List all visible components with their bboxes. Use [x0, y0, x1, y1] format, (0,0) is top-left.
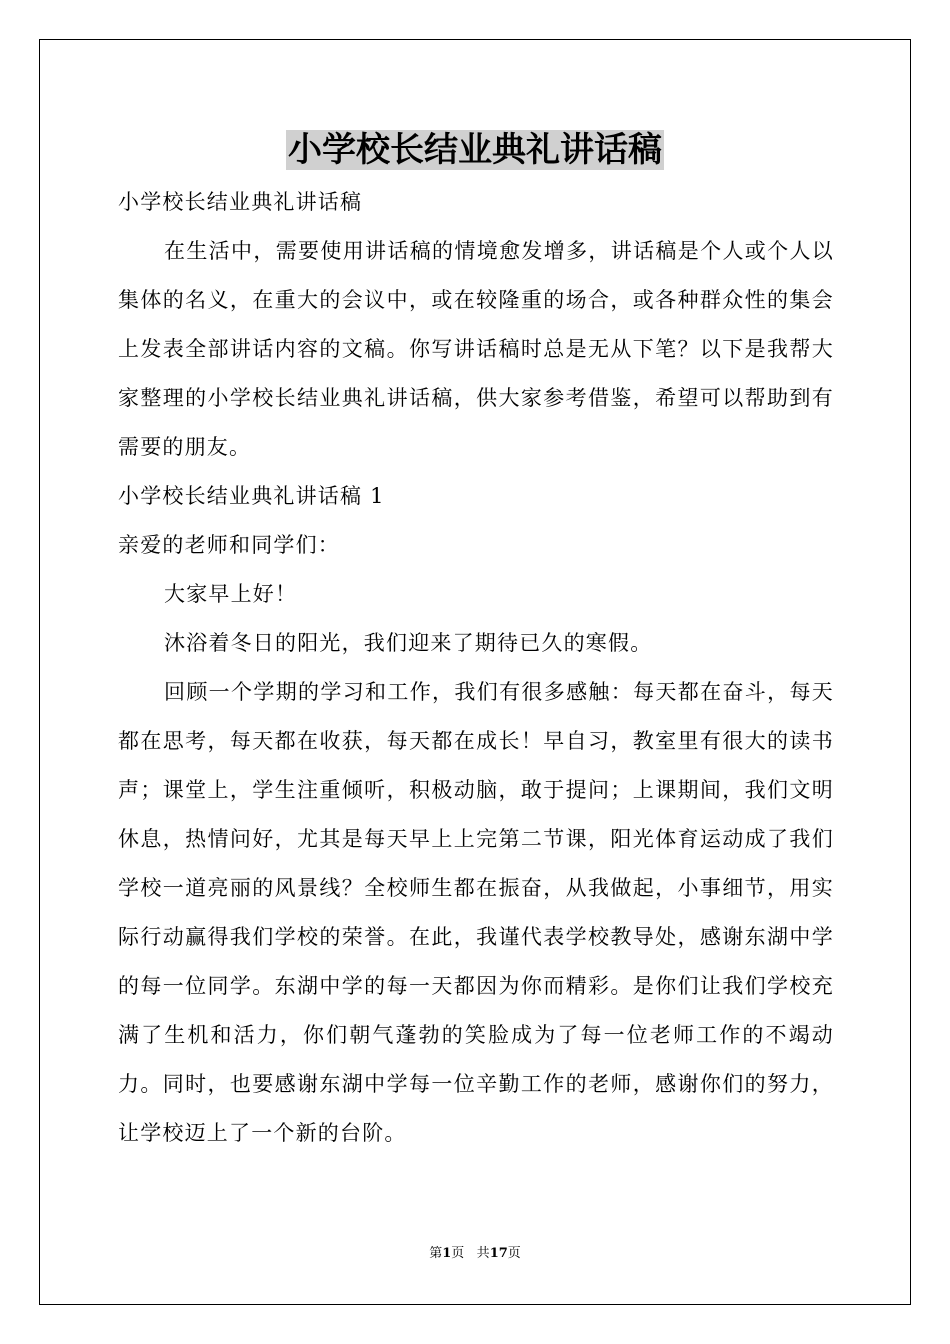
section-heading: 小学校长结业典礼讲话稿 1	[118, 484, 385, 508]
page-suffix: 页	[451, 1246, 465, 1261]
document-body	[118, 178, 834, 1158]
body-paragraph: 回顾一个学期的学习和工作，我们有很多感触：每天都在奋斗，每天都在思考，每天都在收获，每天都在成长！早自习，教室里有很大的读书声；课堂上，学生注重倾听，积极动脑，敢于提问；上课期间，我们文明休息，热情问好，尤其是每天早上上完第二节课，阳光体育运动成了我们学校一道亮丽的风景线？全校师生都在振奋，从我做起，小事细节，用实际行动赢得我们学校的荣誉。在此，我谨代表学校教导处，感谢东湖中学的每一位同学。东湖中学的每一天都因为你而精彩。是你们让我们学校充满了生机和活力，你们朝气蓬勃的笑脸成为了每一位老师工作的不竭动力。同时，也要感谢东湖中学每一位辛勤工作的老师，感谢你们的努力，让学校迈上了一个新的台阶。	[118, 680, 834, 1145]
document-title	[0, 126, 950, 174]
body-paragraph: 沐浴着冬日的阳光，我们迎来了期待已久的寒假。	[164, 631, 653, 655]
total-suffix: 页	[507, 1246, 521, 1261]
salutation-paragraph: 亲爱的老师和同学们：	[118, 533, 340, 557]
subtitle-paragraph: 小学校长结业典礼讲话稿	[118, 190, 363, 214]
page-number: 1	[442, 1246, 452, 1261]
document-title-text: 小学校长结业典礼讲话稿	[288, 130, 662, 170]
total-prefix: 共	[476, 1246, 490, 1261]
page-footer	[0, 1245, 950, 1263]
page-prefix: 第	[429, 1246, 443, 1261]
total-pages: 17	[489, 1246, 508, 1261]
greeting-paragraph: 大家早上好！	[164, 582, 298, 606]
intro-paragraph: 在生活中，需要使用讲话稿的情境愈发增多，讲话稿是个人或个人以集体的名义，在重大的会议中，或在较隆重的场合，或各种群众性的集会上发表全部讲话内容的文稿。你写讲话稿时总是无从下笔？以下是我帮大家整理的小学校长结业典礼讲话稿，供大家参考借鉴，希望可以帮助到有需要的朋友。	[118, 239, 834, 459]
